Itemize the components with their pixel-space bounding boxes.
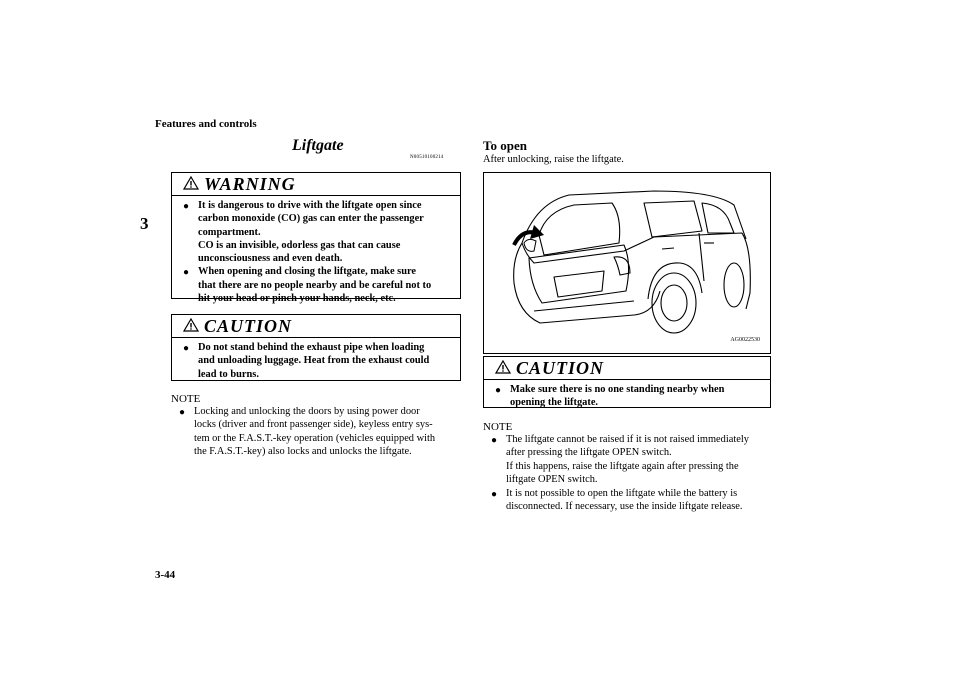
caution-item: ● Do not stand behind the exhaust pipe when loading and unloading luggage. Heat from the exhaust could lead to burns. (183, 342, 430, 380)
liftgate-illustration (483, 172, 771, 354)
caution-box-right (483, 356, 771, 408)
bullet-icon: ● (179, 407, 186, 418)
caution-item: ● Make sure there is no one standing nearby when opening the liftgate. (495, 384, 725, 409)
caution-body (172, 338, 460, 385)
warning-item: ● When opening and closing the liftgate, make sure that there are no people nearby and be careful not to hit your head or pinch your hands, neck, etc. (183, 266, 432, 305)
figure-code: AG0022530 (730, 337, 760, 343)
bullet-icon: ● (491, 488, 498, 500)
warning-box (171, 172, 461, 305)
note-item: ● The liftgate cannot be raised if it is not raised immediately after pressing the liftgate OPEN switch. If this happens, raise the liftgate again after pressing the liftgate OPEN switch. (491, 434, 749, 486)
caution-heading: CAUTION (204, 316, 293, 336)
subsection-heading: To open (483, 138, 527, 153)
warning-heading: WARNING (204, 174, 296, 194)
bullet-icon: ● (495, 385, 502, 396)
note-item: ● It is not possible to open the liftgate while the battery is disconnected. If necessary, use the inside liftgate release. (491, 487, 743, 513)
note-right (483, 421, 773, 513)
bullet-icon: ● (491, 435, 498, 446)
caution-body (484, 380, 770, 414)
caution-heading: CAUTION (516, 358, 605, 378)
running-header: Features and controls (155, 118, 257, 130)
caution-header (484, 357, 770, 380)
warning-body (172, 196, 460, 309)
section-code: N00510100214 (410, 155, 444, 160)
section-title: Liftgate (292, 137, 344, 154)
intro-text: After unlocking, raise the liftgate. (483, 154, 624, 165)
warning-header (172, 173, 460, 196)
warning-triangle-icon (183, 176, 199, 190)
note-item: ● Locking and unlocking the doors by using power door locks (driver and front passenger side), keyless entry sys- tem or the F.A.S.T.-key operation (vehicles equipped with the F.A.S.T.-key) also locks and unlocks the liftgate. (179, 406, 436, 458)
note-label: NOTE (171, 393, 201, 405)
bullet-icon: ● (183, 201, 190, 212)
caution-box-left (171, 314, 461, 381)
chapter-number: 3 (140, 214, 149, 233)
caution-triangle-icon (183, 318, 199, 332)
note-label: NOTE (483, 421, 513, 433)
bullet-icon: ● (183, 343, 190, 354)
bullet-icon: ● (183, 267, 190, 279)
car-rear-view-image (484, 173, 770, 353)
warning-item: ● It is dangerous to drive with the liftgate open since carbon monoxide (CO) gas can enter the passenger compartment. CO is an invisible, odorless gas that can cause unconsciousness and even death. (183, 200, 424, 265)
note-left (171, 393, 463, 459)
caution-triangle-icon (495, 360, 511, 374)
caution-header (172, 315, 460, 338)
page-number: 3-44 (155, 569, 176, 581)
